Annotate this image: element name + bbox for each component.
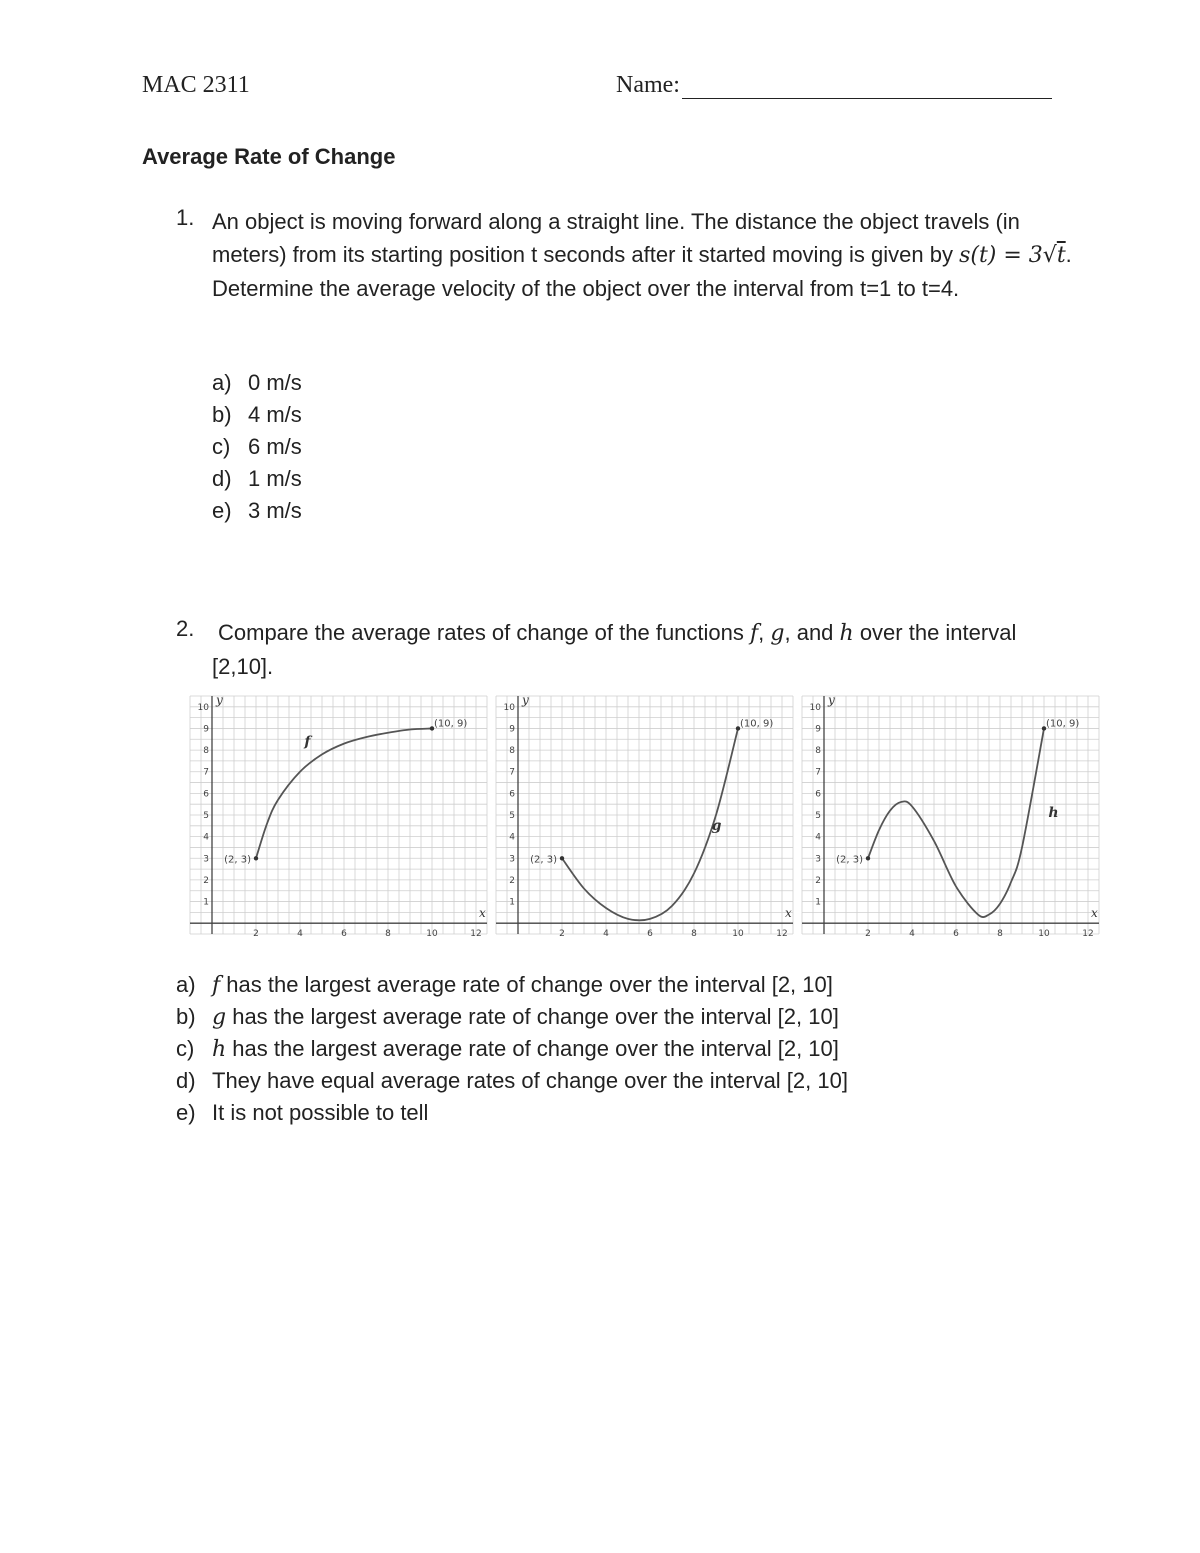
y-tick-label: 6: [815, 789, 821, 800]
graphs-svg: [186, 690, 1106, 950]
x-tick-label: 8: [691, 929, 697, 940]
y-tick-label: 9: [509, 724, 515, 735]
x-tick-label: 8: [997, 929, 1003, 940]
option-text: 4 m/s: [248, 402, 302, 427]
y-tick-label: 9: [815, 724, 821, 735]
point-label-start: (2, 3): [224, 854, 251, 866]
y-tick-label: 2: [203, 875, 209, 886]
option-letter: c): [176, 1036, 195, 1061]
y-tick-label: 10: [503, 702, 515, 713]
y-tick-label: 8: [815, 746, 821, 757]
option-letter: a): [176, 972, 196, 997]
y-tick-label: 4: [509, 832, 515, 843]
q2-sep-1: ,: [758, 620, 771, 645]
x-axis-label: x: [785, 906, 792, 921]
q1-number: 1.: [176, 205, 195, 230]
option-letter: c): [212, 434, 231, 459]
option-fn: g: [212, 1005, 227, 1030]
graph-panel-f: [190, 693, 487, 939]
q2-text-1: Compare the average rates of change of the functions: [218, 620, 750, 645]
option-text: 6 m/s: [248, 434, 302, 459]
x-tick-label: 4: [603, 929, 609, 940]
option-letter: b): [212, 402, 232, 427]
q1-option-a[interactable]: [212, 367, 302, 399]
option-text: has the largest average rate of change over the interval [2, 10]: [226, 1036, 839, 1061]
option-fn: f: [212, 973, 221, 998]
q2-fn-f: f: [750, 621, 759, 646]
name-label: Name:: [616, 72, 680, 98]
endpoint-start: [560, 856, 564, 860]
x-axis-label: x: [479, 906, 486, 921]
q2-option-a[interactable]: [176, 969, 833, 1002]
y-tick-label: 9: [203, 724, 209, 735]
option-text: 3 m/s: [248, 498, 302, 523]
option-letter: e): [212, 498, 232, 523]
y-tick-label: 3: [815, 854, 821, 865]
point-label-start: (2, 3): [530, 854, 557, 866]
y-tick-label: 8: [203, 746, 209, 757]
x-tick-label: 6: [953, 929, 959, 940]
q1-text-before: An object is moving forward along a straight line. The distance the object travels (in meters) from its starting position t seconds after it started moving is given by: [212, 209, 1020, 267]
x-tick-label: 4: [297, 929, 303, 940]
option-text: 1 m/s: [248, 466, 302, 491]
y-tick-label: 7: [509, 767, 515, 778]
y-axis-label: y: [522, 693, 529, 707]
y-tick-label: 3: [203, 854, 209, 865]
option-letter: b): [176, 1004, 196, 1029]
series-label-g: g: [711, 818, 722, 835]
q2-option-d[interactable]: [176, 1065, 848, 1097]
x-tick-label: 2: [253, 929, 259, 940]
graphs-container: [186, 690, 1106, 950]
y-tick-label: 5: [509, 811, 515, 821]
q2-option-b[interactable]: [176, 1001, 839, 1034]
y-tick-label: 10: [197, 702, 209, 713]
name-field: [616, 72, 1052, 99]
q2-option-e[interactable]: [176, 1097, 428, 1129]
point-label-start: (2, 3): [836, 854, 863, 866]
y-tick-label: 4: [203, 832, 209, 843]
y-tick-label: 5: [203, 811, 209, 821]
y-tick-label: 10: [809, 702, 821, 713]
q1-option-e[interactable]: [212, 495, 302, 527]
course-code: MAC 2311: [142, 72, 250, 98]
x-tick-label: 2: [865, 929, 871, 940]
q2-fn-g: g: [770, 621, 785, 646]
x-tick-label: 12: [1082, 929, 1094, 940]
x-tick-label: 6: [647, 929, 653, 940]
q1-formula-lhs: s(t) = 3: [959, 243, 1043, 268]
q2-text: [212, 616, 1072, 683]
x-tick-label: 12: [470, 929, 482, 940]
y-tick-label: 2: [509, 875, 515, 886]
x-tick-label: 2: [559, 929, 565, 940]
option-text: It is not possible to tell: [212, 1100, 429, 1125]
x-tick-label: 10: [732, 929, 744, 940]
name-blank-line[interactable]: [682, 72, 1052, 99]
option-text: has the largest average rate of change over the interval [2, 10]: [220, 972, 833, 997]
x-tick-label: 10: [426, 929, 438, 940]
series-label-h: h: [1048, 805, 1059, 822]
option-letter: d): [176, 1068, 196, 1093]
x-tick-label: 4: [909, 929, 915, 940]
y-tick-label: 1: [203, 897, 209, 908]
y-tick-label: 5: [815, 811, 821, 821]
y-axis-label: y: [216, 693, 223, 707]
option-letter: a): [212, 370, 232, 395]
y-tick-label: 2: [815, 875, 821, 886]
q2-sep-2: , and: [784, 620, 840, 645]
q1-option-b[interactable]: [212, 399, 302, 431]
x-tick-label: 12: [776, 929, 788, 940]
endpoint-start: [866, 856, 870, 860]
endpoint-start: [254, 856, 258, 860]
worksheet-title: Average Rate of Change: [142, 144, 396, 169]
q1-text-after: . Determine the average velocity of the object over the interval from t=1 to t=4.: [212, 242, 1072, 301]
q2-number: 2.: [176, 616, 195, 641]
point-label-end: (10, 9): [740, 718, 774, 730]
y-tick-label: 7: [815, 767, 821, 778]
q2-option-c[interactable]: [176, 1033, 839, 1066]
y-tick-label: 6: [203, 789, 209, 800]
q1-formula-sqrt: √: [1042, 243, 1057, 268]
y-tick-label: 3: [509, 854, 515, 865]
point-label-end: (10, 9): [1046, 718, 1080, 730]
q1-formula-radicand: t: [1056, 243, 1066, 268]
y-axis-label: y: [828, 693, 835, 707]
point-label-end: (10, 9): [434, 718, 468, 730]
option-fn: h: [212, 1037, 227, 1062]
x-tick-label: 6: [341, 929, 347, 940]
y-tick-label: 8: [509, 746, 515, 757]
y-tick-label: 7: [203, 767, 209, 778]
x-tick-label: 8: [385, 929, 391, 940]
q2-fn-h: h: [839, 621, 854, 646]
q1-text: [212, 205, 1072, 305]
option-text: 0 m/s: [248, 370, 302, 395]
q1-option-c[interactable]: [212, 431, 302, 463]
option-text: They have equal average rates of change over the interval [2, 10]: [212, 1068, 848, 1093]
graph-panel-g: [496, 693, 793, 939]
y-tick-label: 6: [509, 789, 515, 800]
series-label-f: f: [304, 733, 311, 750]
option-letter: e): [176, 1100, 196, 1125]
option-letter: d): [212, 466, 232, 491]
x-tick-label: 10: [1038, 929, 1050, 940]
x-axis-label: x: [1091, 906, 1098, 921]
y-tick-label: 4: [815, 832, 821, 843]
y-tick-label: 1: [815, 897, 821, 908]
q1-option-d[interactable]: [212, 463, 302, 495]
option-text: has the largest average rate of change over the interval [2, 10]: [226, 1004, 839, 1029]
graph-panel-h: [802, 693, 1099, 939]
q2-text-2: over the interval [2,10].: [212, 620, 1017, 679]
y-tick-label: 1: [509, 897, 515, 908]
